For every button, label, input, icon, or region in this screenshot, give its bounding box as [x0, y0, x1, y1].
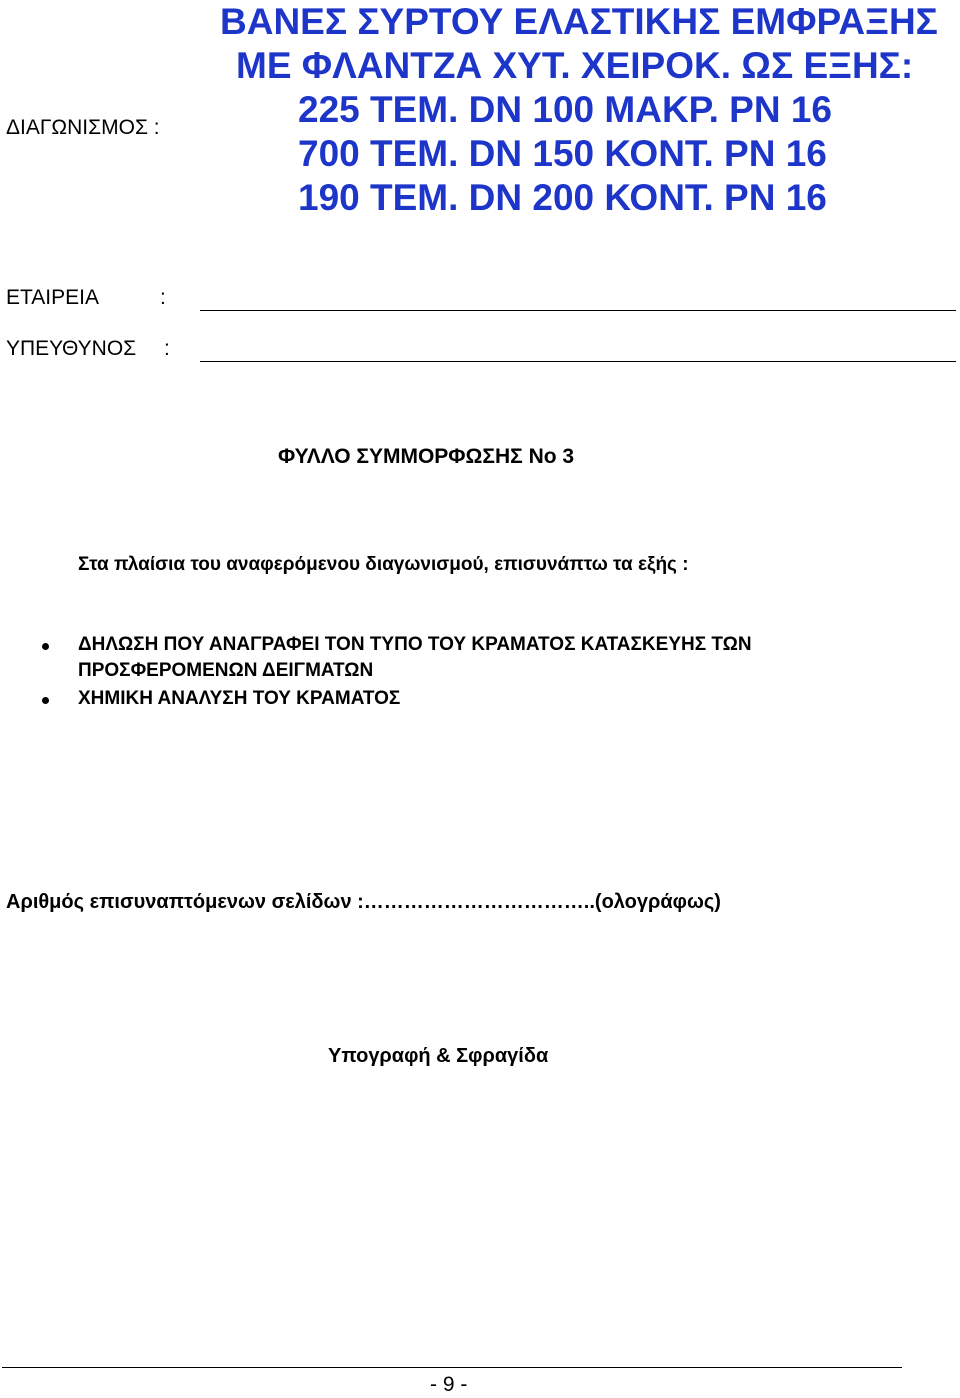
responsible-fill-line: [200, 361, 956, 362]
company-colon: :: [160, 286, 166, 309]
contest-title-line-3: 225 ΤΕΜ. DN 100 ΜΑΚΡ. PN 16: [298, 89, 833, 130]
bullet-icon: [42, 697, 49, 704]
responsible-colon: :: [164, 337, 170, 360]
contest-title-line-2: ΜΕ ΦΛΑΝΤΖΑ ΧΥΤ. ΧΕΙΡΟΚ. ΩΣ ΕΞΗΣ:: [236, 45, 914, 86]
contest-title-line-5: 190 ΤΕΜ. DN 200 ΚΟΝΤ. PN 16: [298, 177, 827, 218]
intro-text: Στα πλαίσια του αναφερόμενου διαγωνισμού, επισυνάπτω τα εξής :: [78, 554, 689, 575]
attached-pages-count: Αριθμός επισυναπτόμενων σελίδων :……………………………..(ολογράφως): [6, 891, 721, 913]
footer-rule: [2, 1367, 902, 1368]
contest-label: ΔΙΑΓΩΝΙΣΜΟΣ :: [6, 116, 160, 139]
company-label: ΕΤΑΙΡΕΙΑ: [6, 286, 99, 309]
signature-label: Υπογραφή & Σφραγίδα: [328, 1045, 549, 1067]
company-fill-line: [200, 310, 956, 311]
page-number: - 9 -: [430, 1373, 468, 1396]
contest-title-line-1: ΒΑΝΕΣ ΣΥΡΤΟΥ ΕΛΑΣΤΙΚΗΣ ΕΜΦΡΑΞΗΣ: [220, 1, 938, 42]
sheet-title: ΦΥΛΛΟ ΣΥΜΜΟΡΦΩΣΗΣ Νο 3: [278, 445, 575, 468]
bullet-item-2-line-1: ΧΗΜΙΚΗ ΑΝΑΛΥΣΗ ΤΟΥ ΚΡΑΜΑΤΟΣ: [78, 688, 401, 709]
bullet-item-1-line-1: ΔΗΛΩΣΗ ΠΟΥ ΑΝΑΓΡΑΦΕΙ ΤΟΝ ΤΥΠΟ ΤΟΥ ΚΡΑΜΑΤΟΣ ΚΑΤΑΣΚΕΥΗΣ ΤΩΝ: [78, 634, 752, 655]
bullet-item-1-line-2: ΠΡΟΣΦΕΡΟΜΕΝΩΝ ΔΕΙΓΜΑΤΩΝ: [78, 660, 374, 681]
contest-title-line-4: 700 ΤΕΜ. DN 150 ΚΟΝΤ. PN 16: [298, 133, 827, 174]
responsible-label: ΥΠΕΥΘΥΝΟΣ: [6, 337, 137, 360]
bullet-icon: [42, 643, 49, 650]
